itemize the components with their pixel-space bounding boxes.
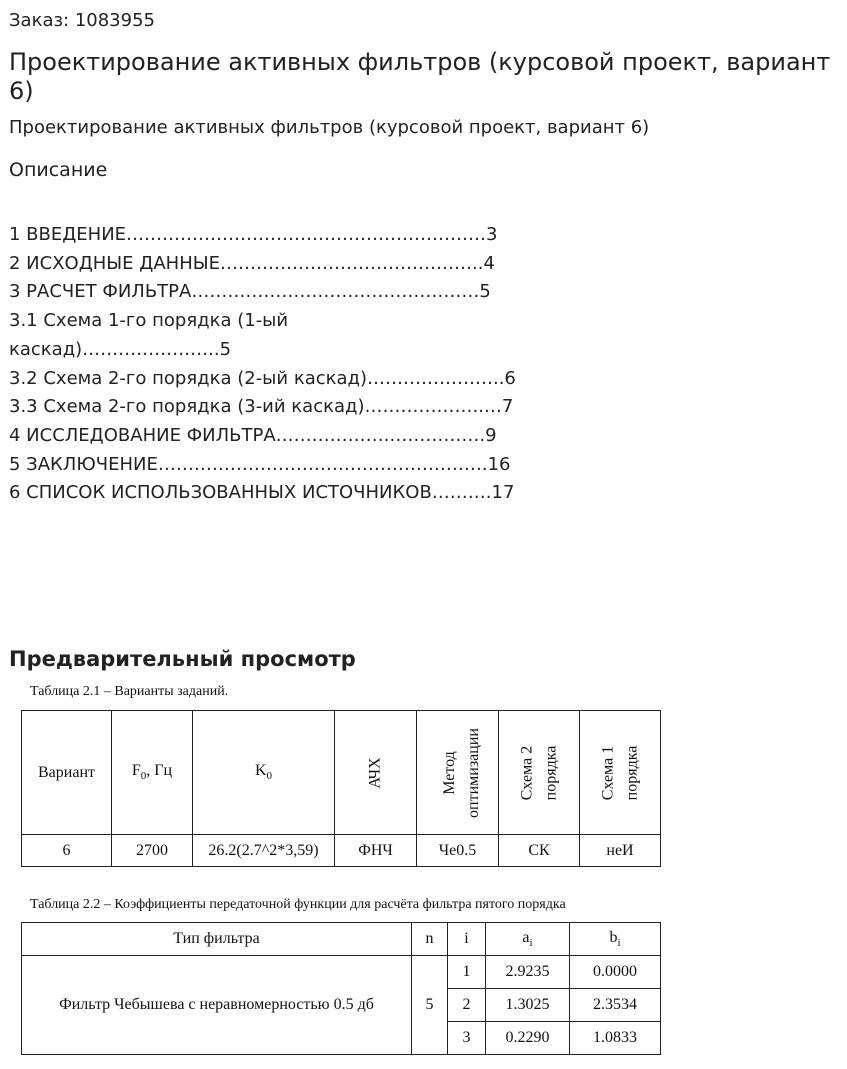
toc-item: 6 СПИСОК ИСПОЛЬЗОВАННЫХ ИСТОЧНИКОВ……….17 [9,482,515,504]
cell-filter-name: Фильтр Чебышева с неравномерностью 0.5 дб [22,956,412,1055]
toc-item: 3 РАСЧЕТ ФИЛЬТРА…………………………………………5 [9,281,491,303]
toc-item: каскад)…………………..5 [9,338,232,360]
cell-b: 1.0833 [570,1022,661,1055]
toc-item: 5 ЗАКЛЮЧЕНИЕ……………………………………………….16 [9,453,511,475]
table-row [22,835,661,867]
header-i: i [448,923,486,956]
table-header-row [22,923,661,956]
cell-i: 1 [448,956,486,989]
cell-scheme2: СК [499,835,580,867]
header-k0: $K_0$ [193,711,335,835]
toc-item: 1 ВВЕДЕНИЕ……………………………………………………3 [9,224,498,245]
page-title: Проектирование активных фильтров (курсовой проект, вариант 6) [9,48,831,105]
toc-item: 3.3 Схема 2-го порядка (3-ий каскад)………………..…7 [9,396,514,418]
header-method: Метод оптимизации [417,711,499,835]
toc-item: 3.1 Схема 1-го порядка (1-ый [9,310,289,332]
cell-b: 2.3534 [570,989,661,1022]
header-a: $a_i$ [486,923,570,956]
cell-i: 2 [448,989,486,1022]
cell-k0: 26.2(2.7^2*3,59) [193,835,335,867]
table2-caption: Таблица 2.2 – Коэффициенты передаточной функции для расчёта фильтра пятого порядка [30,897,566,912]
cell-f0: 2700 [112,835,193,867]
cell-achx: ФНЧ [335,835,417,867]
cell-a: 2.9235 [486,956,570,989]
table-of-contents [9,221,569,508]
table-row [22,956,661,989]
cell-i: 3 [448,1022,486,1055]
order-number: Заказ: 1083955 [9,10,155,31]
header-achx: АЧХ [335,711,417,835]
toc-item: 2 ИСХОДНЫЕ ДАННЫЕ……………………………………..4 [9,252,495,274]
cell-method: Че0.5 [417,835,499,867]
header-f0: $F_0$, Гц [112,711,193,835]
cell-a: 0.2290 [486,1022,570,1055]
description-label: Описание [9,159,108,181]
header-scheme1: Схема 1 порядка [580,711,661,835]
toc-item: 4 ИССЛЕДОВАНИЕ ФИЛЬТРА……………….…………….9 [9,424,497,446]
table1-caption: Таблица 2.1 – Варианты заданий. [30,684,229,699]
page-subtitle: Проектирование активных фильтров (курсовой проект, вариант 6) [9,117,650,138]
coefficients-table [21,922,661,1055]
cell-variant: 6 [22,835,112,867]
header-filter-type: Тип фильтра [22,923,412,956]
variants-table [21,710,661,867]
toc-item: 3.2 Схема 2-го порядка (2-ый каскад)…………………..6 [9,367,516,389]
cell-b: 0.0000 [570,956,661,989]
cell-n: 5 [412,956,448,1055]
cell-a: 1.3025 [486,989,570,1022]
cell-scheme1: неИ [580,835,661,867]
header-scheme2: Схема 2 порядка [499,711,580,835]
table-header-row [22,711,661,835]
header-n: n [412,923,448,956]
preview-heading: Предварительный просмотр [9,647,356,671]
header-variant: Вариант [22,711,112,835]
header-b: $b_i$ [570,923,661,956]
